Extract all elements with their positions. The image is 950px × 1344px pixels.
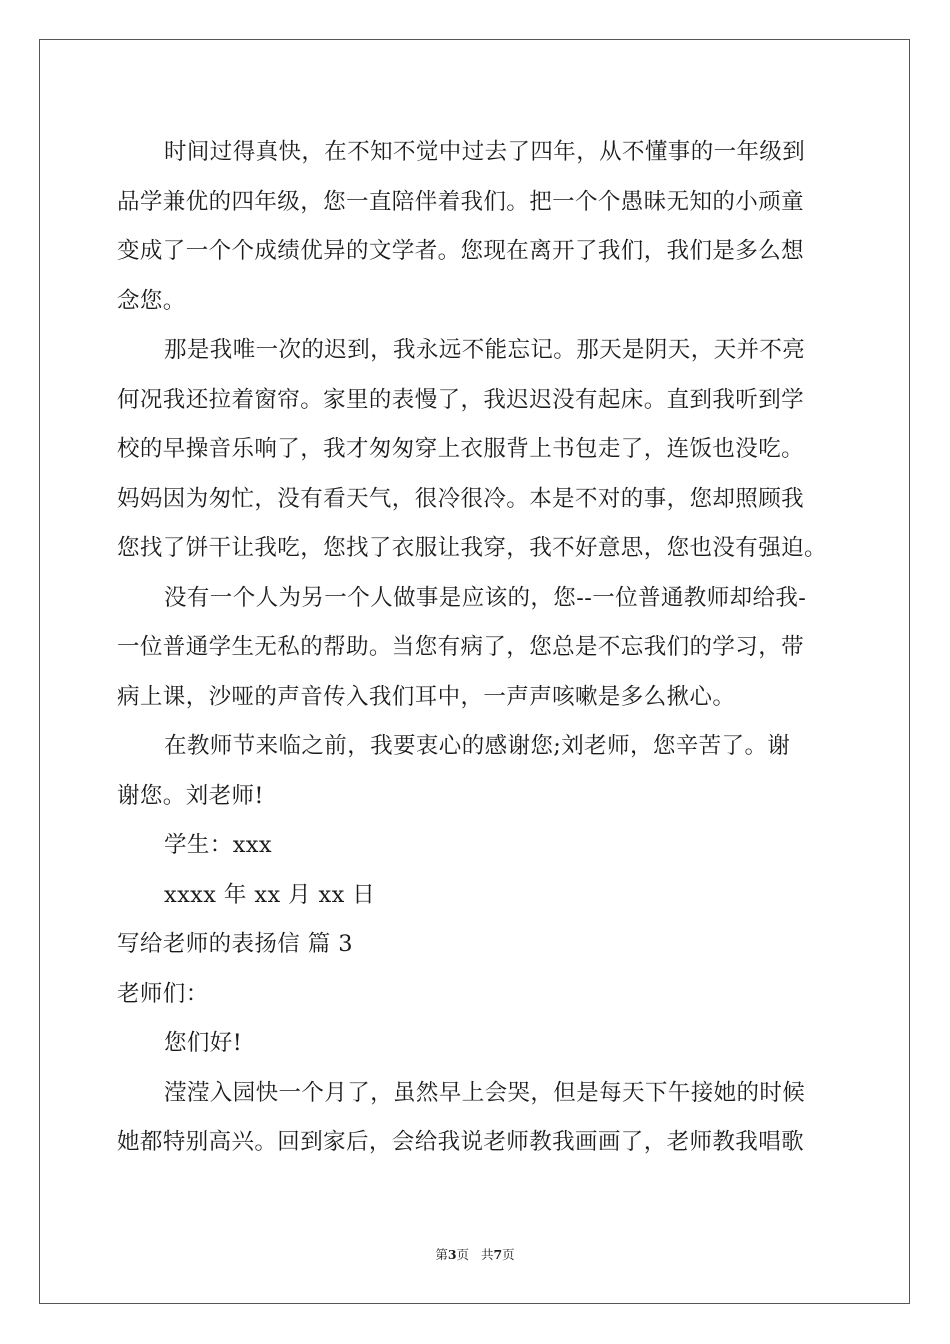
footer-total-pages: 7 bbox=[493, 1247, 503, 1262]
text-line: 校的早操音乐响了，我才匆匆穿上衣服背上书包走了，连饭也没吃。 bbox=[117, 436, 805, 462]
text-line: 时间过得真快，在不知不觉中过去了四年，从不懂事的一年级到 bbox=[164, 139, 806, 165]
footer-prefix: 第 bbox=[435, 1247, 448, 1262]
text-line: 学生：xxx bbox=[164, 832, 272, 858]
text-line: xxxx 年 xx 月 xx 日 bbox=[164, 881, 376, 908]
text-line: 在教师节来临之前，我要衷心的感谢您;刘老师，您辛苦了。谢 bbox=[164, 733, 791, 759]
text-line: 她都特别高兴。回到家后，会给我说老师教我画画了，老师教我唱歌 bbox=[117, 1129, 805, 1155]
text-line: 变成了一个个成绩优异的文学者。您现在离开了我们，我们是多么想 bbox=[117, 238, 805, 264]
text-line: 一位普通学生无私的帮助。当您有病了，您总是不忘我们的学习，带 bbox=[117, 634, 805, 660]
text-line: 何况我还拉着窗帘。家里的表慢了，我迟迟没有起床。直到我听到学 bbox=[117, 386, 805, 413]
footer-suffix: 页 bbox=[502, 1247, 515, 1262]
text-line: 您找了饼干让我吃，您找了衣服让我穿，我不好意思，您也没有强迫。 bbox=[117, 535, 827, 561]
page-footer bbox=[0, 1247, 950, 1263]
footer-middle: 页 共 bbox=[456, 1247, 494, 1262]
text-line: 念您。 bbox=[117, 287, 186, 314]
text-line: 您们好! bbox=[164, 1030, 243, 1056]
text-line: 老师们： bbox=[117, 980, 209, 1007]
text-line: 没有一个人为另一个人做事是应该的，您--一位普通教师却给我- bbox=[164, 584, 807, 611]
text-line: 写给老师的表扬信 篇 3 bbox=[117, 931, 353, 957]
text-line: 谢您。刘老师! bbox=[117, 782, 264, 809]
text-line: 品学兼优的四年级，您一直陪伴着我们。把一个个愚昧无知的小顽童 bbox=[117, 188, 805, 215]
document-body bbox=[117, 128, 833, 1168]
text-line: 病上课，沙哑的声音传入我们耳中，一声声咳嗽是多么揪心。 bbox=[117, 683, 736, 710]
text-line: 那是我唯一次的迟到，我永远不能忘记。那天是阴天，天并不亮 bbox=[164, 337, 806, 363]
text-line: 滢滢入园快一个月了，虽然早上会哭，但是每天下午接她的时候 bbox=[164, 1079, 806, 1106]
text-line: 妈妈因为匆忙，没有看天气，很冷很冷。本是不对的事，您却照顾我 bbox=[117, 485, 805, 512]
footer-current-page: 3 bbox=[447, 1247, 457, 1262]
